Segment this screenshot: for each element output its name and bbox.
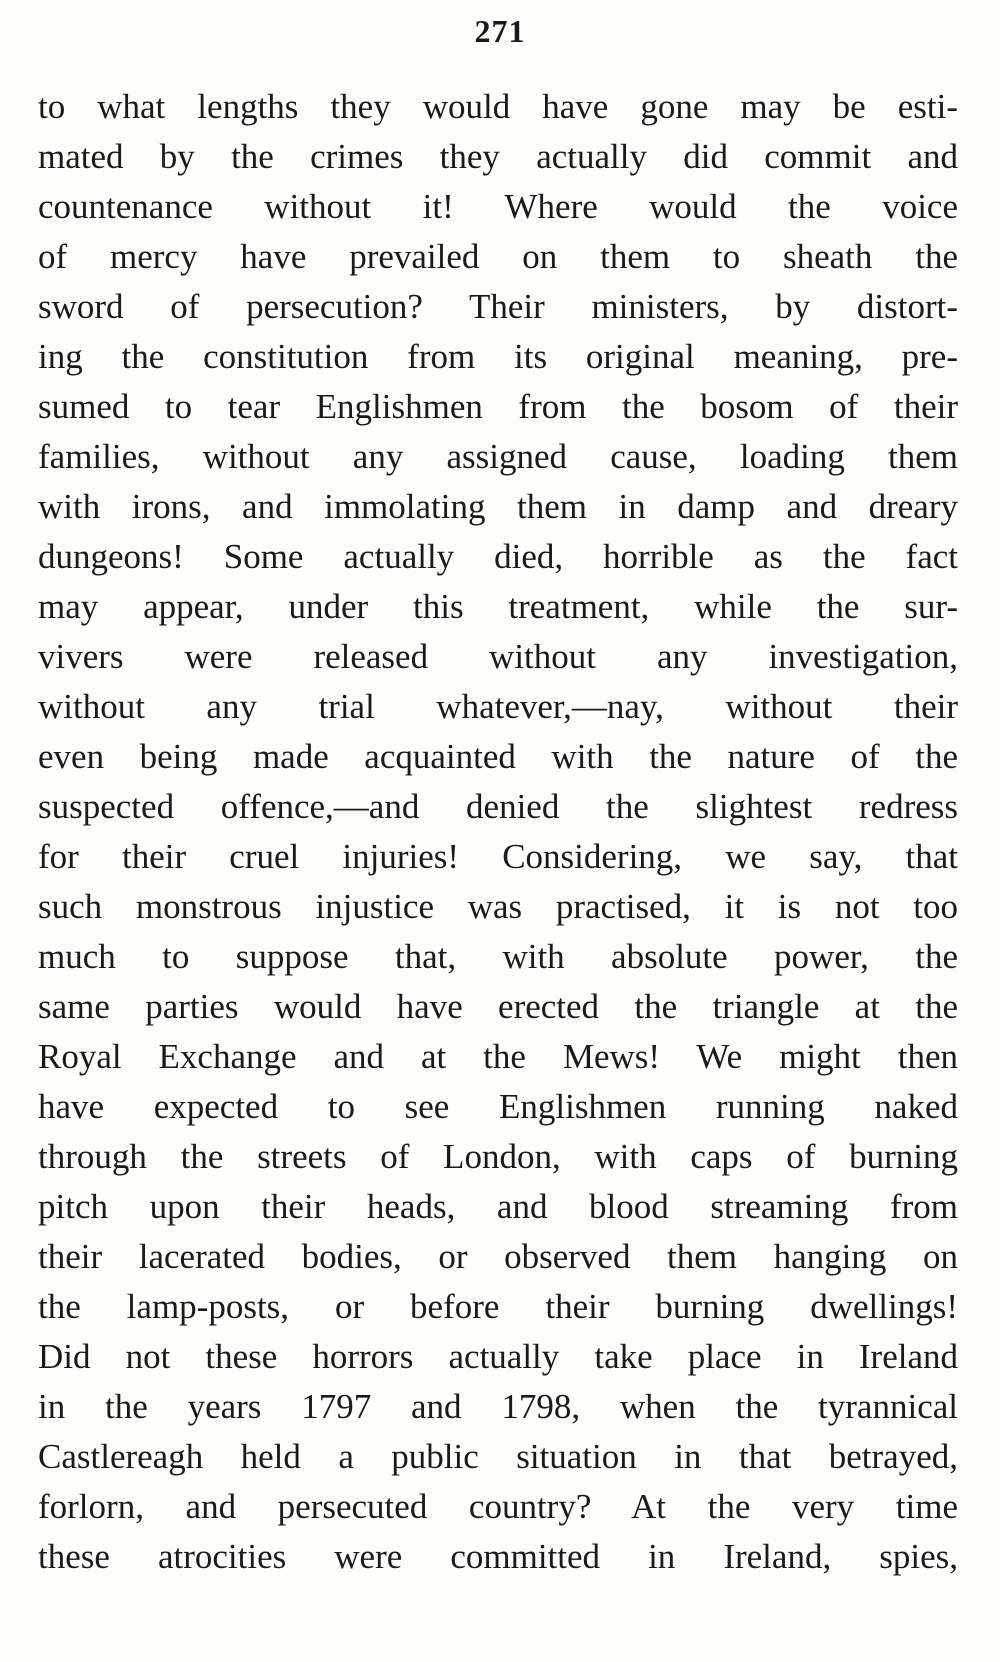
body-text (38, 82, 958, 1582)
text-line: forlorn, and persecuted country? At the very time (38, 1487, 958, 1526)
text-line: mated by the crimes they actually did commit and (38, 137, 958, 176)
text-line: the lamp-posts, or before their burning dwellings! (38, 1287, 958, 1326)
text-line: these atrocities were committed in Ireland, spies, (38, 1537, 958, 1576)
text-line: families, without any assigned cause, loading them (38, 437, 958, 476)
text-line: in the years 1797 and 1798, when the tyrannical (38, 1387, 958, 1426)
text-line: countenance without it! Where would the voice (38, 187, 958, 226)
text-line: such monstrous injustice was practised, it is not too (38, 887, 958, 926)
text-line: through the streets of London, with caps of burning (38, 1137, 958, 1176)
text-line: vivers were released without any investigation, (38, 637, 958, 676)
text-line: same parties would have erected the triangle at the (38, 987, 958, 1026)
text-line: pitch upon their heads, and blood streaming from (38, 1187, 958, 1226)
text-line: suspected offence,—and denied the slightest redress (38, 787, 958, 826)
text-line: have expected to see Englishmen running naked (38, 1087, 958, 1126)
text-line: dungeons! Some actually died, horrible as the fact (38, 537, 958, 576)
text-line: Royal Exchange and at the Mews! We might then (38, 1037, 958, 1076)
page-number: 271 (474, 13, 526, 49)
text-line: even being made acquainted with the nature of the (38, 737, 958, 776)
text-line: of mercy have prevailed on them to sheath the (38, 237, 958, 276)
text-line: for their cruel injuries! Considering, we say, that (38, 837, 958, 876)
text-line: Castlereagh held a public situation in that betrayed, (38, 1437, 958, 1476)
text-line: with irons, and immolating them in damp and dreary (38, 487, 958, 526)
text-line: ing the constitution from its original meaning, pre- (38, 337, 958, 376)
text-line: much to suppose that, with absolute power, the (38, 937, 958, 976)
text-line: to what lengths they would have gone may be esti- (38, 87, 958, 126)
text-line: sword of persecution? Their ministers, by distort- (38, 287, 958, 326)
text-line: sumed to tear Englishmen from the bosom of their (38, 387, 958, 426)
text-line: may appear, under this treatment, while the sur- (38, 587, 958, 626)
text-line: their lacerated bodies, or observed them hanging on (38, 1237, 958, 1276)
text-line: without any trial whatever,—nay, without their (38, 687, 958, 726)
text-line: Did not these horrors actually take place in Ireland (38, 1337, 958, 1376)
